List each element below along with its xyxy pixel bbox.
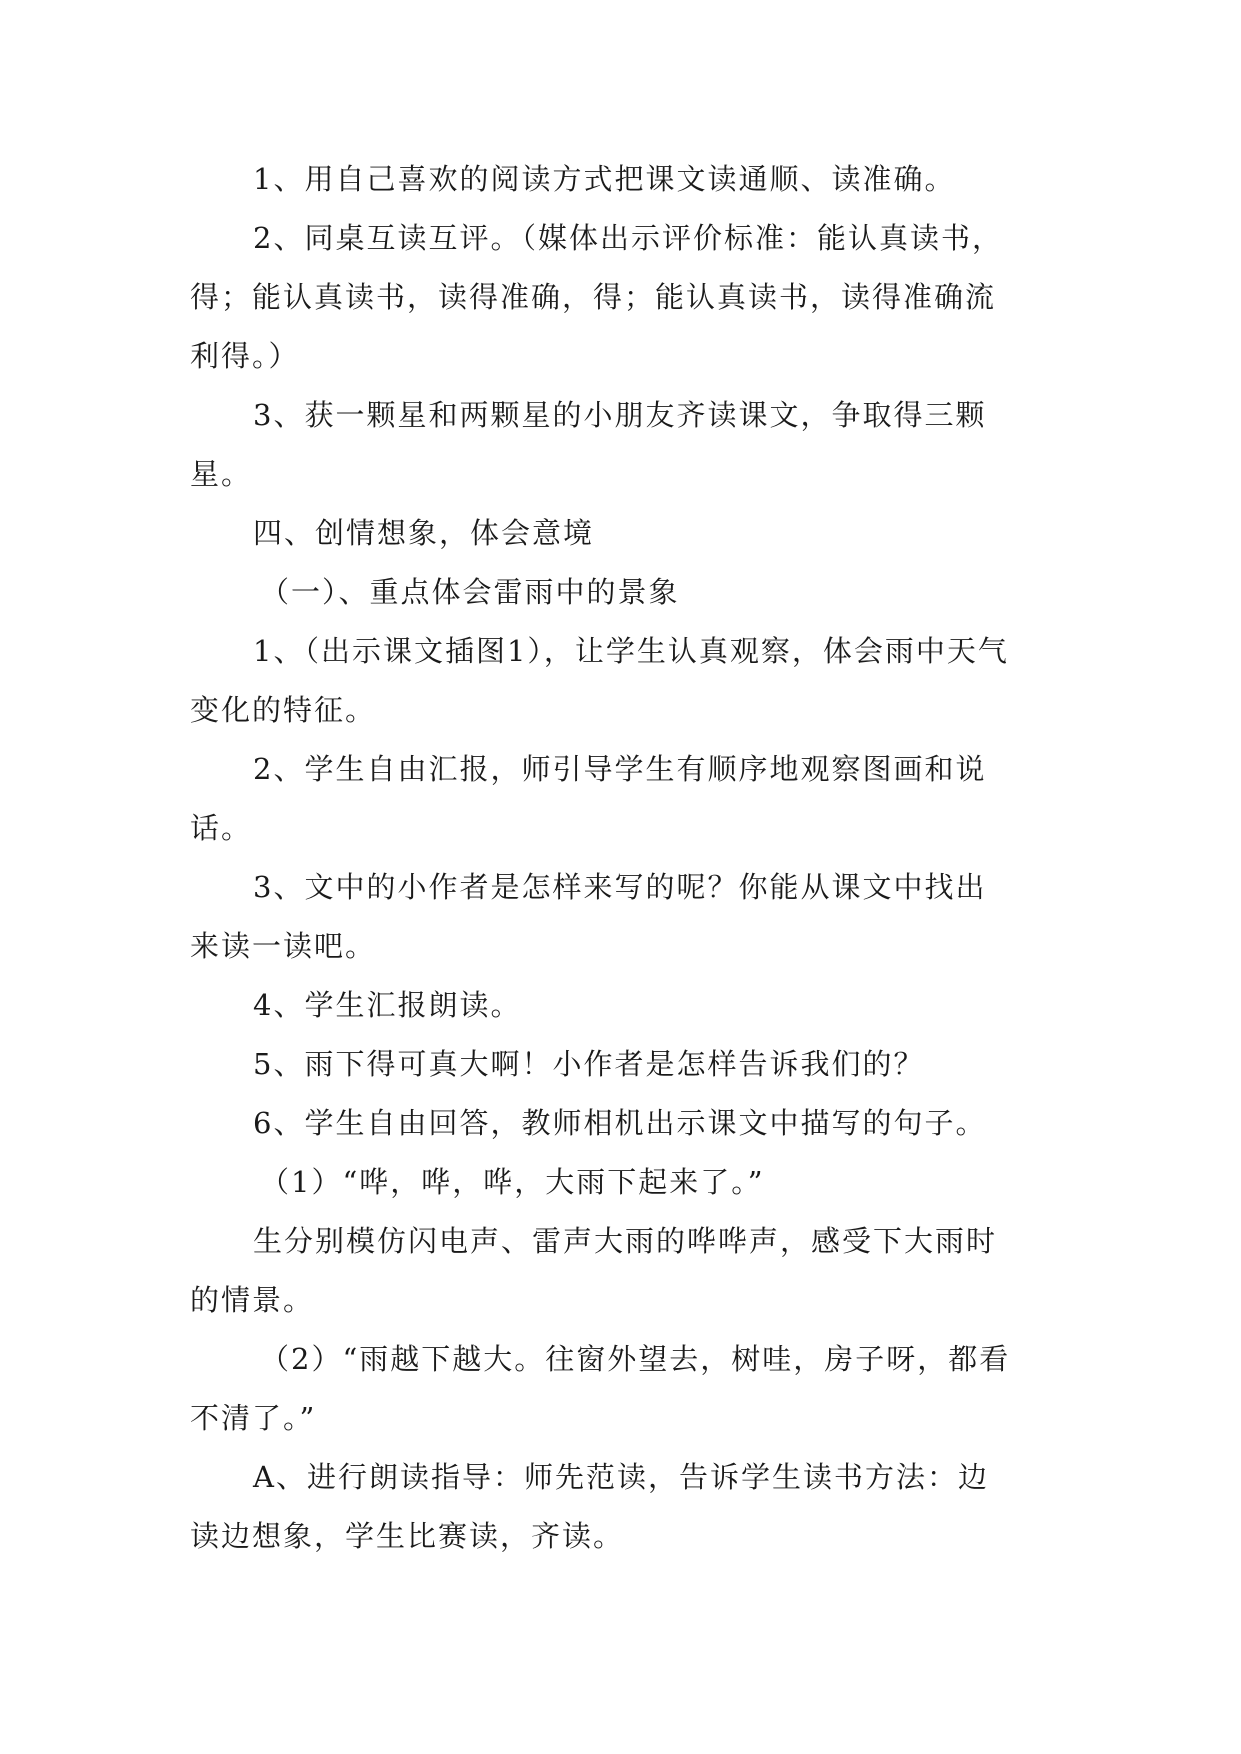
paragraph-line: 变化的特征。 — [190, 693, 377, 727]
paragraph-line: 3、获一颗星和两颗星的小朋友齐读课文，争取得三颗 — [253, 398, 987, 432]
paragraph-line: 2、同桌互读互评。（媒体出示评价标准：能认真读书， — [253, 221, 1003, 255]
paragraph-line: 3、文中的小作者是怎样来写的呢？你能从课文中找出 — [253, 870, 987, 904]
paragraph-line: A、进行朗读指导：师先范读，告诉学生读书方法：边 — [253, 1460, 989, 1494]
paragraph-line: 生分别模仿闪电声、雷声大雨的哗哗声，感受下大雨时 — [253, 1224, 998, 1258]
paragraph-line: 5、雨下得可真大啊！小作者是怎样告诉我们的？ — [253, 1047, 925, 1081]
paragraph-line: 4、学生汇报朗读。 — [253, 988, 522, 1022]
paragraph-line: 1、（出示课文插图1），让学生认真观察，体会雨中天气 — [253, 634, 1009, 668]
section-heading: 四、创情想象，体会意境 — [253, 516, 595, 550]
paragraph-line: 星。 — [190, 457, 253, 491]
paragraph-line: 6、学生自由回答，教师相机出示课文中描写的句子。 — [253, 1106, 987, 1140]
quote-line: （2）“雨越下越大。往窗外望去，树哇，房子呀，都看 — [260, 1342, 1011, 1376]
paragraph-line: 2、学生自由汇报，师引导学生有顺序地观察图画和说 — [253, 752, 987, 786]
document-body — [190, 150, 1050, 1566]
paragraph-line: 来读一读吧。 — [190, 929, 377, 963]
paragraph-line: 读边想象，学生比赛读，齐读。 — [190, 1519, 625, 1553]
paragraph-line: 话。 — [190, 811, 253, 845]
paragraph-line: 利得。） — [190, 339, 300, 373]
subsection-heading: （一）、重点体会雷雨中的景象 — [260, 575, 680, 609]
paragraph-line: 得；能认真读书，读得准确，得；能认真读书，读得准确流 — [190, 280, 997, 314]
quote-line: （1）“哗，哗，哗，大雨下起来了。” — [260, 1165, 765, 1199]
paragraph-line: 不清了。” — [190, 1401, 317, 1435]
paragraph-line: 的情景。 — [190, 1283, 315, 1317]
paragraph-line: 1、用自己喜欢的阅读方式把课文读通顺、读准确。 — [253, 162, 956, 196]
